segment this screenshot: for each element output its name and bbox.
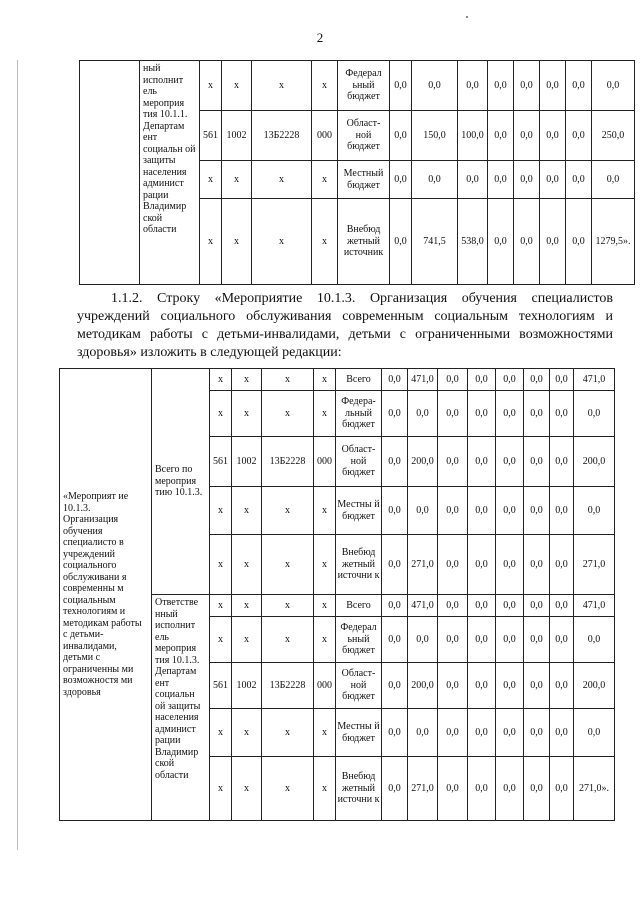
table-cell: 0,0: [540, 61, 566, 111]
table-cell: x: [262, 595, 314, 617]
table-cell: x: [210, 391, 232, 437]
table-cell: 0,0: [496, 709, 524, 757]
table-cell: 741,5: [412, 199, 458, 285]
table-cell: 0,0: [390, 199, 412, 285]
table-cell: x: [232, 487, 262, 535]
table-cell: 0,0: [468, 663, 496, 709]
table-cell: 0,0: [468, 595, 496, 617]
executor-label: ный исполнит ель мероприя тия 10.1.1. Департам ент социальн ой защиты населения админист рации Владимир ской области: [140, 61, 200, 285]
table-cell: 0,0: [524, 663, 550, 709]
table-cell: 0,0: [514, 61, 540, 111]
table-cell: 561: [210, 663, 232, 709]
table-cell: 1002: [222, 111, 252, 161]
table-cell: x: [210, 757, 232, 821]
table-cell: 0,0: [390, 61, 412, 111]
table-cell: 0,0: [382, 663, 408, 709]
table-cell: 0,0: [574, 617, 615, 663]
table-cell: x: [222, 161, 252, 199]
table-cell: 0,0: [458, 61, 488, 111]
table-cell: 0,0: [438, 757, 468, 821]
table-cell: 100,0: [458, 111, 488, 161]
table-cell: 561: [200, 111, 222, 161]
table-cell: x: [222, 61, 252, 111]
funding-source: Област- ной бюджет: [338, 111, 390, 161]
table-cell: 271,0: [408, 535, 438, 595]
table-cell: 0,0: [524, 487, 550, 535]
table-cell: 150,0: [412, 111, 458, 161]
table-cell: 1279,5».: [592, 199, 635, 285]
table-cell: 0,0: [550, 487, 574, 535]
table-cell: 0,0: [524, 535, 550, 595]
table-cell: x: [232, 757, 262, 821]
executor-label: Ответстве нный исполнит ель мероприя тия 10.1.3. Департам ент социальн ой защиты населения админист рации Владимир ской области: [152, 595, 210, 821]
table-cell: 0,0: [566, 111, 592, 161]
table-cell: x: [312, 161, 338, 199]
table-cell: 0,0: [438, 369, 468, 391]
table-cell: x: [314, 617, 336, 663]
table-cell: 0,0: [488, 199, 514, 285]
table-cell: 0,0: [382, 487, 408, 535]
amendment-paragraph: [77, 290, 613, 362]
table-cell: 0,0: [514, 161, 540, 199]
table-cell: x: [232, 709, 262, 757]
table-cell: x: [314, 487, 336, 535]
table-cell: 0,0: [574, 391, 615, 437]
table-cell: 0,0: [566, 199, 592, 285]
funding-source: Федера- льный бюджет: [336, 391, 382, 437]
table-cell: 0,0: [524, 595, 550, 617]
table-cell: 561: [210, 437, 232, 487]
table-cell: 471,0: [408, 369, 438, 391]
table-cell: x: [232, 595, 262, 617]
table-cell: 0,0: [438, 437, 468, 487]
funding-table-continuation: [79, 60, 635, 285]
table-cell: 200,0: [574, 437, 615, 487]
table-cell: x: [312, 199, 338, 285]
table-cell: x: [314, 595, 336, 617]
table-cell: 0,0: [408, 487, 438, 535]
table-cell: x: [200, 61, 222, 111]
funding-table-activity-10-1-3: [59, 368, 615, 821]
scan-margin-line: [17, 60, 18, 850]
table-cell: 0,0: [592, 61, 635, 111]
table-cell: 0,0: [488, 161, 514, 199]
funding-source: Област- ной бюджет: [336, 663, 382, 709]
table-cell: 0,0: [382, 369, 408, 391]
table-cell: x: [314, 391, 336, 437]
table-cell: 0,0: [496, 617, 524, 663]
table-cell: 0,0: [412, 161, 458, 199]
table-cell: x: [262, 617, 314, 663]
total-label: Всего по мероприя тию 10.1.3.: [152, 369, 210, 595]
funding-source: Област- ной бюджет: [336, 437, 382, 487]
table-cell: 0,0: [412, 61, 458, 111]
table-cell: 0,0: [550, 663, 574, 709]
table-cell: 0,0: [550, 709, 574, 757]
table-cell: 0,0: [566, 61, 592, 111]
table-cell: 0,0: [524, 617, 550, 663]
funding-source: Федерал ьный бюджет: [338, 61, 390, 111]
table-cell: 0,0: [488, 61, 514, 111]
table-cell: x: [232, 617, 262, 663]
table-cell: x: [314, 369, 336, 391]
funding-source: Внебюд жетный источни к: [336, 757, 382, 821]
funding-source: Местный бюджет: [338, 161, 390, 199]
table-cell: 200,0: [408, 663, 438, 709]
table-cell: 0,0: [550, 391, 574, 437]
table-cell: x: [232, 369, 262, 391]
table-cell: 0,0: [408, 617, 438, 663]
funding-source: Внебюд жетный источни к: [336, 535, 382, 595]
table-cell: 0,0: [550, 595, 574, 617]
table-cell: 0,0: [438, 663, 468, 709]
table-cell: x: [210, 487, 232, 535]
table-cell: 0,0: [468, 369, 496, 391]
table-cell: 1002: [232, 663, 262, 709]
paragraph-text: 1.1.2. Строку «Мероприятие 10.1.3. Организация обучения специалистов учреждений социального обслуживания современным социальным технологиям и методикам работы с детьми-инвалидами, детьми с ограниченными возможностями здоровья» изложить в следующей редакции:: [77, 291, 613, 360]
table-cell: x: [210, 535, 232, 595]
table-cell: 0,0: [390, 161, 412, 199]
table-cell: 0,0: [468, 391, 496, 437]
table-cell: x: [232, 391, 262, 437]
table-cell: 0,0: [382, 391, 408, 437]
table-cell: 0,0: [468, 437, 496, 487]
table-cell: 0,0: [514, 111, 540, 161]
table-cell: 0,0: [540, 161, 566, 199]
table-cell: 200,0: [408, 437, 438, 487]
funding-source: Всего: [336, 595, 382, 617]
table-cell: x: [252, 199, 312, 285]
table-cell: 0,0: [540, 199, 566, 285]
funding-source: Местны й бюджет: [336, 709, 382, 757]
table-cell: 0,0: [574, 709, 615, 757]
table-cell: 0,0: [382, 535, 408, 595]
table-cell: x: [232, 535, 262, 595]
table-cell: 13Б2228: [262, 437, 314, 487]
table-cell: 0,0: [408, 391, 438, 437]
table-cell: 0,0: [458, 161, 488, 199]
table-cell: 0,0: [408, 709, 438, 757]
table-cell: x: [252, 161, 312, 199]
table-cell: x: [200, 161, 222, 199]
table-cell: x: [314, 709, 336, 757]
table-cell: 0,0: [438, 617, 468, 663]
table-cell: 0,0: [514, 199, 540, 285]
table-cell: 0,0: [496, 663, 524, 709]
table-cell: 0,0: [438, 535, 468, 595]
table-cell: 0,0: [550, 535, 574, 595]
table-cell: 0,0: [496, 595, 524, 617]
table-cell: 0,0: [592, 161, 635, 199]
table-cell: 1002: [232, 437, 262, 487]
table-cell: 0,0: [438, 709, 468, 757]
table-cell: 0,0: [382, 709, 408, 757]
table-cell: 0,0: [496, 535, 524, 595]
table-cell: 0,0: [550, 369, 574, 391]
page-number: 2: [316, 30, 324, 45]
table-cell: 000: [314, 663, 336, 709]
table-cell: 271,0: [408, 757, 438, 821]
funding-source: Внебюд жетный источник: [338, 199, 390, 285]
table-cell: 0,0: [574, 487, 615, 535]
table-cell: 000: [312, 111, 338, 161]
table-cell: 0,0: [540, 111, 566, 161]
table-cell: 0,0: [524, 709, 550, 757]
table-cell: x: [210, 617, 232, 663]
table-cell: 0,0: [382, 617, 408, 663]
table-cell: x: [210, 595, 232, 617]
table-cell: 0,0: [550, 437, 574, 487]
table-cell: x: [262, 535, 314, 595]
table-cell: 0,0: [468, 617, 496, 663]
table-cell: x: [314, 535, 336, 595]
table-cell: 0,0: [468, 709, 496, 757]
table-cell: 0,0: [468, 487, 496, 535]
table-cell: x: [262, 709, 314, 757]
table-cell: x: [210, 709, 232, 757]
table-cell: 0,0: [496, 757, 524, 821]
table-cell: 0,0: [550, 617, 574, 663]
table-cell: 0,0: [438, 487, 468, 535]
table-cell: 13Б2228: [252, 111, 312, 161]
table-cell: x: [222, 199, 252, 285]
table-cell: 0,0: [382, 757, 408, 821]
table-cell: x: [314, 757, 336, 821]
table-cell: 271,0».: [574, 757, 615, 821]
table-cell: 250,0: [592, 111, 635, 161]
table-cell: 0,0: [390, 111, 412, 161]
table-cell: 0,0: [524, 369, 550, 391]
table-cell: x: [262, 391, 314, 437]
table-cell: 0,0: [438, 595, 468, 617]
table-cell: x: [262, 369, 314, 391]
table-cell: 0,0: [496, 437, 524, 487]
activity-title: «Мероприят ие 10.1.3. Организация обучения специалисто в учреждений социального обслуживани я современны м социальным технологиям и методикам работы с детьми-инвалидами, детьми с ограниченны ми возможностя ми здоровья: [60, 369, 152, 821]
funding-source: Местны й бюджет: [336, 487, 382, 535]
table-cell: 538,0: [458, 199, 488, 285]
table-cell: 0,0: [524, 437, 550, 487]
table-cell: 0,0: [524, 391, 550, 437]
table-cell: 0,0: [550, 757, 574, 821]
table-cell: 0,0: [382, 595, 408, 617]
table-cell: x: [210, 369, 232, 391]
table-cell: 0,0: [468, 535, 496, 595]
table-cell: 000: [314, 437, 336, 487]
table-cell: x: [252, 61, 312, 111]
table-cell: 200,0: [574, 663, 615, 709]
table-cell: 13Б2228: [262, 663, 314, 709]
table-cell: 0,0: [382, 437, 408, 487]
table-cell: 0,0: [496, 391, 524, 437]
table-cell: 471,0: [574, 595, 615, 617]
table-cell: 0,0: [438, 391, 468, 437]
table-cell: 0,0: [468, 757, 496, 821]
table-cell: 0,0: [524, 757, 550, 821]
funding-source: Федерал ьный бюджет: [336, 617, 382, 663]
table-cell: x: [312, 61, 338, 111]
table-cell: 0,0: [496, 369, 524, 391]
table-cell: x: [262, 487, 314, 535]
table-cell: 0,0: [488, 111, 514, 161]
table-cell: 271,0: [574, 535, 615, 595]
table-cell: x: [200, 199, 222, 285]
table-cell: 0,0: [496, 487, 524, 535]
table-cell: 0,0: [566, 161, 592, 199]
table-cell: 471,0: [574, 369, 615, 391]
table-cell: 471,0: [408, 595, 438, 617]
funding-source: Всего: [336, 369, 382, 391]
scan-dot: [466, 16, 468, 18]
table-cell: x: [262, 757, 314, 821]
empty-cell: [80, 61, 140, 285]
